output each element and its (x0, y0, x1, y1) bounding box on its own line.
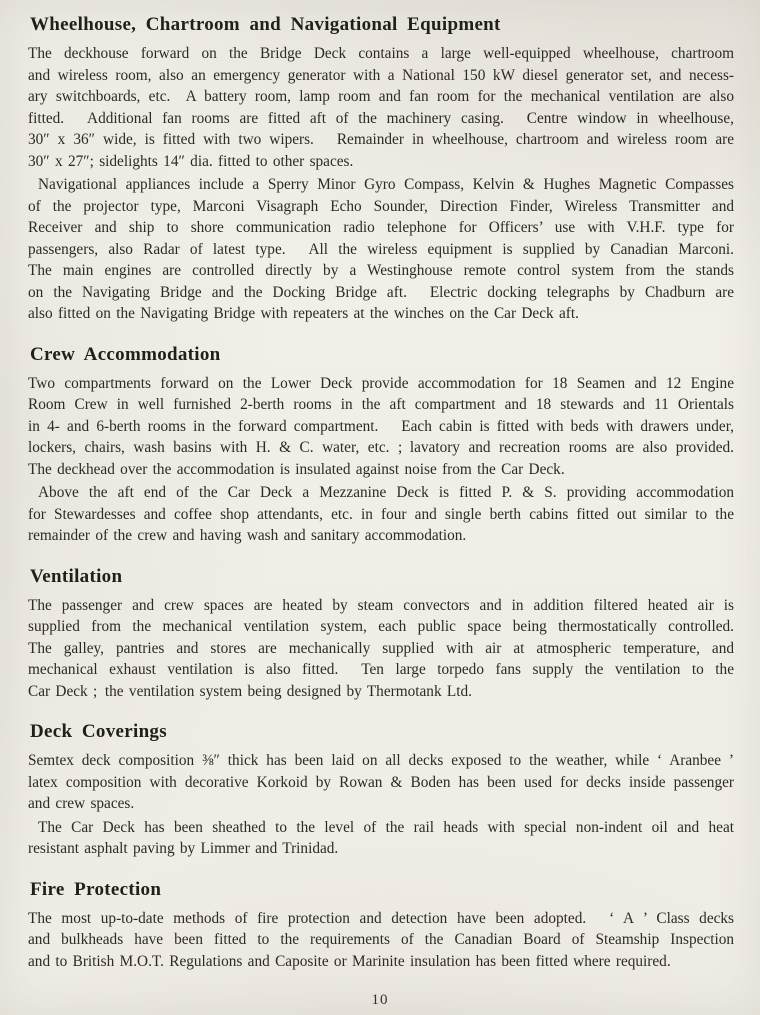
text-line: lockers, chairs, wash basins with H. & C. water, etc. ; lavatory and recreation rooms are also provided. (28, 439, 734, 456)
text-line: ary switchboards, etc. A battery room, lamp room and fan room for the mechanical ventilation are also (28, 88, 734, 105)
paragraph (28, 482, 734, 547)
text-line: The galley, pantries and stores are mechanically supplied with air at atmospheric temperature, and (28, 639, 734, 657)
page-number: 10 (371, 992, 389, 1008)
text-line: and bulkheads have been fitted to the requirements of the Canadian Board of Steamship Inspection (28, 931, 734, 948)
text-line: for Stewardesses and coffee shop attendants, etc. in four and single berth cabins fitted out similar to the (28, 505, 734, 523)
text-line: also fitted on the Navigating Bridge with repeaters at the winches on the Car Deck aft. (28, 305, 579, 322)
text-line: remainder of the crew and having wash and sanitary accommodation. (28, 527, 467, 544)
text-line: The most up-to-date methods of fire protection and detection have been adopted. ‘ A ’ Class decks (28, 909, 734, 927)
paragraph (28, 373, 734, 481)
section-heading: Crew Accommodation (30, 343, 221, 365)
paragraph (28, 174, 734, 325)
paragraph (28, 750, 734, 815)
section-heading: Wheelhouse, Chartroom and Navigational Equipment (30, 14, 501, 35)
text-line: latex composition with decorative Korkoid by Rowan & Boden has been used for decks inside passenger (28, 773, 734, 791)
text-line: on the Navigating Bridge and the Docking Bridge aft. Electric docking telegraphs by Chadburn are (28, 283, 734, 301)
text-line: The Car Deck has been sheathed to the level of the rail heads with special non-indent oil and heat (38, 818, 734, 836)
text-line: Car Deck ; the ventilation system being designed by Thermotank Ltd. (28, 682, 472, 700)
text-line: The main engines are controlled directly by a Westinghouse remote control system from the stands (28, 262, 734, 279)
text-line: supplied from the mechanical ventilation system, each public space being thermostatically controlled. (28, 618, 734, 635)
section-heading: Fire Protection (30, 878, 162, 900)
text-line: 30″ x 27″; sidelights 14″ dia. fitted to other spaces. (28, 152, 354, 170)
text-line: Receiver and ship to shore communication radio telephone for Officers’ use with V.H.F. type for (28, 219, 734, 236)
text-line: Two compartments forward on the Lower Deck provide accommodation for 18 Seamen and 12 Engine (28, 374, 734, 392)
text-line: The passenger and crew spaces are heated by steam convectors and in addition filtered heated air is (28, 596, 734, 614)
text-line: Above the aft end of the Car Deck a Mezzanine Deck is fitted P. & S. providing accommodation (38, 484, 734, 501)
section-3 (28, 720, 734, 860)
text-line: of the projector type, Marconi Visagraph Echo Sounder, Direction Finder, Wireless Transmitter and (28, 197, 734, 215)
section-1 (28, 343, 734, 547)
text-line: and crew spaces. (28, 795, 135, 812)
text-line: Semtex deck composition ⅜″ thick has been laid on all decks exposed to the weather, while ‘ Aranbee ’ (28, 752, 734, 769)
text-line: Room Crew in well furnished 2-berth rooms in the aft compartment and 18 stewards and 11 Orientals (28, 396, 734, 413)
section-heading: Deck Coverings (30, 721, 167, 742)
section-4 (28, 878, 734, 973)
paragraph (28, 43, 734, 172)
text-line: resistant asphalt paving by Limmer and Trinidad. (28, 840, 339, 857)
text-line: and to British M.O.T. Regulations and Caposite or Marinite insulation has been fitted where required. (28, 952, 671, 970)
paragraph (28, 817, 734, 860)
paragraph (28, 595, 734, 703)
text-line: The deckhouse forward on the Bridge Deck contains a large well-equipped wheelhouse, chartroom (28, 45, 734, 62)
text-line: fitted. Additional fan rooms are fitted aft of the machinery casing. Centre window in wheelhouse, (28, 109, 734, 127)
section-heading: Ventilation (30, 565, 123, 587)
text-line: and wireless room, also an emergency generator with a National 150 kW diesel generator set, and necess- (28, 66, 734, 84)
section-2 (28, 565, 734, 703)
paragraph (28, 908, 734, 973)
text-line: in 4- and 6-berth rooms in the forward compartment. Each cabin is fitted with beds with drawers under, (28, 417, 734, 435)
text-line: Navigational appliances include a Sperry Minor Gyro Compass, Kelvin & Hughes Magnetic Compasses (38, 176, 734, 193)
text-line: passengers, also Radar of latest type. All the wireless equipment is supplied by Canadian Marconi. (28, 240, 734, 258)
text-line: The deckhead over the accommodation is insulated against noise from the Car Deck. (28, 460, 565, 478)
page-content (28, 13, 734, 972)
section-0 (28, 13, 734, 325)
text-line: mechanical exhaust ventilation is also fitted. Ten large torpedo fans supply the ventilation to the (28, 661, 734, 678)
text-line: 30″ x 36″ wide, is fitted with two wipers. Remainder in wheelhouse, chartroom and wireless room are (28, 131, 734, 148)
